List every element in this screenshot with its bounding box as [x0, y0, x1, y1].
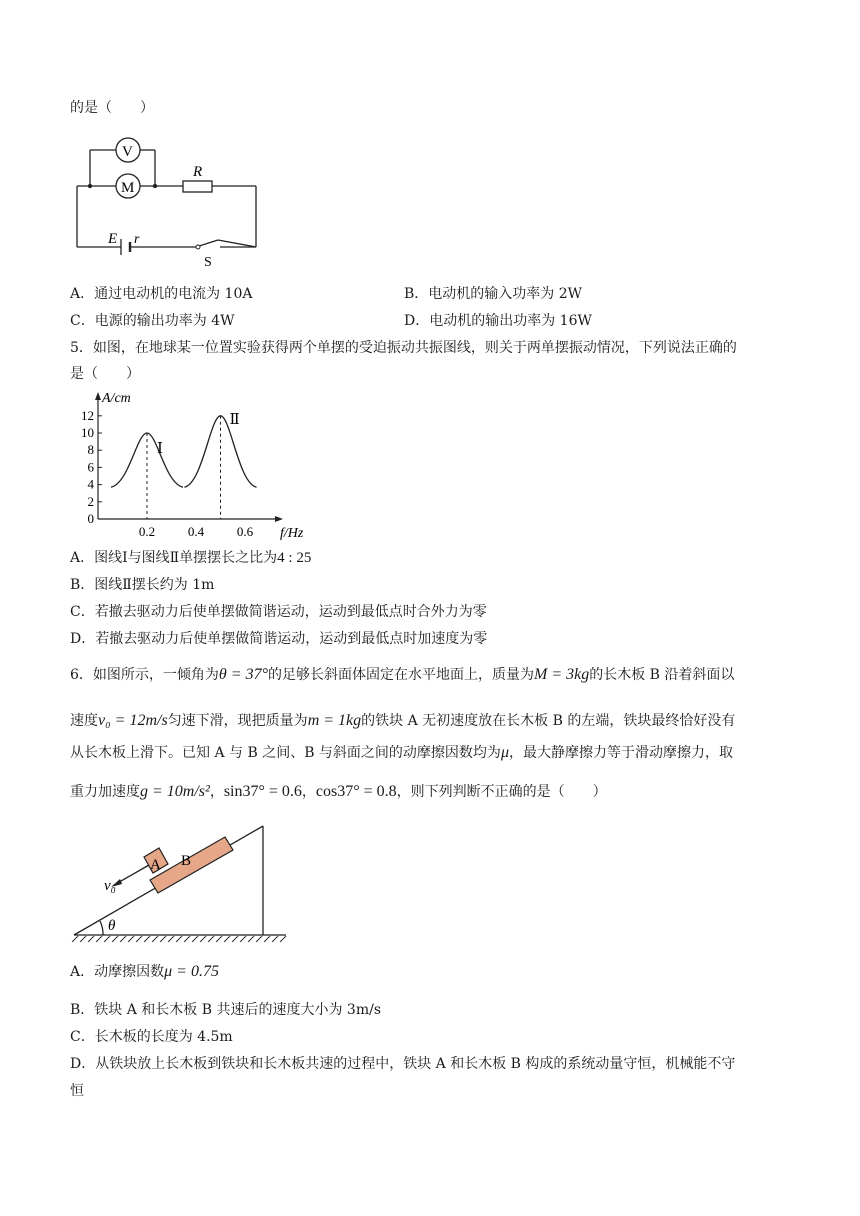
q6-option-a-mu: μ = 0.75 [164, 963, 219, 980]
q6-stem-line1 [70, 665, 734, 685]
q6-option-b: B．铁块 A 和长木板 B 共速后的速度大小为 3m/s [70, 1002, 382, 1018]
junction-dot-left [88, 184, 92, 188]
q6-velocity: v₀ = 12m/s [98, 712, 168, 729]
q6-l1-a: 6．如图所示，一倾角为 [70, 667, 219, 683]
x-tick-label: 0.6 [236, 524, 254, 539]
q6-option-c: C．长木板的长度为 4.5m [70, 1029, 233, 1045]
y-axis-arrow [95, 392, 101, 400]
y-axis-label: A/cm [102, 391, 131, 406]
q6-l1-c: 的长木板 B 沿着斜面以 [589, 667, 735, 683]
q5-option-b: B．图线Ⅱ摆长约为 1m [70, 577, 215, 593]
emf-label: E [108, 231, 118, 247]
q6-l1-b: 的足够长斜面体固定在水平地面上，质量为 [267, 667, 534, 683]
q6-l3-a: 从长木板上滑下。已知 A 与 B 之间、B 与斜面之间的动摩擦因数均为 [70, 745, 501, 761]
voltmeter-label: V [122, 144, 133, 160]
curve-label-ii: Ⅱ [229, 411, 240, 428]
q6-mass-M: M = 3kg [533, 666, 590, 683]
y-tick-label: 12 [81, 407, 94, 423]
motor-label: M [121, 180, 135, 196]
velocity-label: v₀ [104, 878, 116, 894]
switch-label: S [204, 255, 212, 270]
x-axis-label: f/Hz [280, 526, 304, 540]
board-b-label: B [181, 853, 192, 869]
y-tick-label: 4 [87, 476, 94, 492]
q4-option-d: D．电动机的输出功率为 16W [404, 313, 592, 329]
q6-option-d-line1: D．从铁块放上长木板到铁块和长木板共速的过程中，铁块 A 和长木板 B 构成的系统动量守恒，机械能不守 [70, 1056, 736, 1072]
x-tick-label: 0.4 [187, 524, 205, 539]
angle-label: θ [108, 918, 116, 934]
x-tick-label: 0.2 [138, 524, 156, 539]
q5-stem-line2: 是（ ） [70, 366, 140, 382]
q5-stem-line1: 5．如图，在地球某一位置实验获得两个单摆的受迫振动共振图线，则关于两单摆振动情况，下列说法正确的 [70, 340, 737, 356]
q6-l2-b: 匀速下滑，现把质量为 [167, 713, 308, 729]
y-tick-label: 2 [87, 493, 94, 509]
junction-dot-right [153, 184, 157, 188]
q6-option-a [70, 962, 219, 982]
q6-sin: sin37° = 0.6 [223, 783, 302, 800]
x-axis-arrow [275, 516, 283, 522]
q5-option-a-text: A．图线Ⅰ与图线Ⅱ单摆摆长之比为 [70, 550, 278, 566]
q6-l2-a: 速度 [70, 713, 98, 729]
q6-option-a-text: A．动摩擦因数 [70, 964, 165, 980]
q6-l3-b: ，最大静摩擦力等于滑动摩擦力，取 [508, 745, 733, 761]
switch-contact [196, 245, 200, 249]
q6-stem-line2 [70, 711, 735, 731]
q6-mu: μ [500, 744, 509, 761]
q6-theta: θ = 37° [218, 666, 268, 683]
q6-l4-b: ，则下列判断不正确的是（ ） [396, 784, 607, 800]
q6-l2-c: 的铁块 A 无初速度放在长木板 B 的左端，铁块最终恰好没有 [361, 713, 736, 729]
y-tick-label: 10 [81, 425, 94, 440]
q6-gravity: g = 10m/s² [140, 783, 210, 800]
y-tick-label: 6 [87, 459, 94, 475]
q4-option-b: B．电动机的输入功率为 2W [404, 286, 583, 302]
block-a-label: A [150, 857, 161, 873]
q4-stem-tail: 的是（ ） [70, 100, 154, 116]
q4-option-a: A．通过电动机的电流为 10A [70, 286, 253, 302]
q5-option-a-ratio: 4 : 25 [277, 550, 312, 566]
resonance-chart [70, 388, 310, 540]
internal-resistance-label: r [134, 232, 140, 247]
q6-stem-line3 [70, 743, 733, 763]
incline-diagram [70, 818, 292, 948]
q4-option-c: C．电源的输出功率为 4W [70, 313, 235, 329]
curve-label-i: Ⅰ [157, 441, 163, 457]
q6-l4-a: 重力加速度 [70, 784, 140, 800]
q6-option-d-line2: 恒 [70, 1083, 84, 1099]
y-tick-label: 0 [87, 511, 94, 526]
q5-option-a [70, 548, 311, 568]
y-tick-label: 8 [87, 442, 94, 458]
q6-mass-m: m = 1kg [307, 712, 362, 729]
q6-cos: cos37° = 0.8 [315, 783, 397, 800]
q6-stem-line4: 重力加速度g = 10m/s²，sin37° = 0.6，cos37° = 0.8，则下列判断不正确的是（ ） [70, 783, 607, 800]
q5-option-c: C．若撤去驱动力后使单摆做简谐运动，运动到最低点时合外力为零 [70, 604, 487, 620]
circuit-diagram [66, 130, 266, 270]
q5-option-d: D．若撤去驱动力后使单摆做简谐运动，运动到最低点时加速度为零 [70, 631, 488, 647]
resistor-label: R [193, 164, 203, 180]
